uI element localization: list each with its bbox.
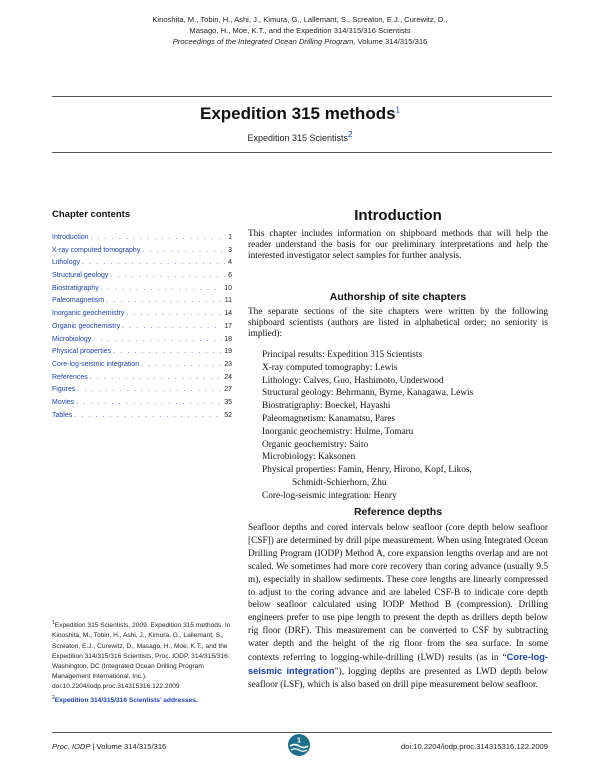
authorship-line: Lithology: Calves, Guo, Hashimoto, Underwood <box>262 375 444 386</box>
contents-item-label[interactable]: Lithology <box>52 259 81 267</box>
footer-citation: Proc. IODP | Volume 314/315/316 <box>52 742 167 751</box>
authorship-list <box>262 349 548 503</box>
reference-depths-text: Seafloor depths and cored intervals below seafloor (core depth below seafloor [CSF]) are determined by drill pipe measurement. When using Integrated Ocean Drilling Program (IODP) Method A, core expansion lengths overlap and are not scaled. We sometimes had more core recovery than coring advance (usually 9.5 m), especially in shallow sediments. These core lengths are linearly compressed to adjust to the coring advance and are labeled CSF-B to indicate core depth below seafloor calculated using IODP Method B (compression). Drilling engineers prefer to use pipe length to present the depth as drillers depth below rig floor (DRF). This measurement can be converted to CSF by subtracting water depth and the height of the rig floor from the sea surface. In some contexts referring to logging-while-drilling (LWD) results (as in “Core-log-seismic integration”), logging depths are presented as LWD depth below seafloor (LSF), which is also based on drill pipe measurement below seafloor. <box>248 523 548 690</box>
contents-item-leader <box>91 232 227 245</box>
contents-item-page: 10 <box>224 284 232 292</box>
contents-item[interactable] <box>52 372 232 385</box>
contents-item-leader <box>90 372 222 385</box>
title-rule-top <box>52 96 552 97</box>
contents-item-leader <box>110 270 226 283</box>
contents-item[interactable] <box>52 308 232 321</box>
contents-item-page: 52 <box>224 411 232 419</box>
contents-item[interactable] <box>52 384 232 397</box>
contents-item-label[interactable]: Physical properties <box>52 348 112 356</box>
contents-item-label[interactable]: Paleomagnetism <box>52 297 105 305</box>
contents-item-label[interactable]: Core-log-seismic integration <box>52 360 140 368</box>
authorship-line: X-ray computed tomography: Lewis <box>262 362 398 373</box>
contents-item-page: 24 <box>224 373 232 381</box>
title-rule-bottom <box>52 152 552 153</box>
header-journal: Proceedings of the Integrated Ocean Drilling Program, Volume 314/315/316 <box>172 37 428 46</box>
authorship-heading: Authorship of site chapters <box>329 291 467 303</box>
authorship-line: Inorganic geochemistry: Hulme, Tomaru <box>262 426 414 437</box>
contents-item-leader <box>77 384 222 397</box>
authorship-line: Organic geochemistry: Saito <box>262 439 369 450</box>
contents-item-label[interactable]: Inorganic geochemistry <box>52 310 125 318</box>
contents-item-page: 17 <box>224 322 232 330</box>
contents-item-page: 19 <box>224 348 232 356</box>
contents-list <box>52 232 232 422</box>
contents-item-page: 1 <box>228 234 232 241</box>
contents-item-label[interactable]: Movies <box>52 398 75 406</box>
header-authors-line2: Masago, H., Moe, K.T., and the Expedition 314/315/316 Scientists <box>189 26 411 35</box>
contents-item[interactable] <box>52 245 232 258</box>
authorship-line: Microbiology: Kaksonen <box>262 452 356 463</box>
contents-item[interactable] <box>52 334 232 347</box>
footer-page-number: 1 <box>296 735 302 745</box>
footer-doi[interactable]: doi:10.2204/iodp.proc.314315316.122.2009 <box>401 742 548 751</box>
contents-item-page: 3 <box>228 246 232 254</box>
page-title: Expedition 315 methods$^1$ <box>200 104 400 123</box>
contents-item-leader <box>142 245 226 258</box>
contents-item-leader <box>122 321 222 334</box>
contents-item-page: 35 <box>224 398 232 406</box>
contents-item[interactable] <box>52 283 232 296</box>
contents-item-label[interactable]: References <box>52 373 88 381</box>
contents-item[interactable] <box>52 270 232 283</box>
contents-item-leader <box>101 283 223 296</box>
contents-item-leader <box>126 308 222 321</box>
contents-item[interactable] <box>52 359 232 372</box>
contents-item[interactable] <box>52 397 232 410</box>
reference-depths-heading: Reference depths <box>353 506 443 518</box>
contents-item[interactable] <box>52 295 232 308</box>
page-subtitle: Expedition 315 Scientists$^2$ <box>247 130 353 143</box>
title-footnote-mark[interactable]: 1 <box>395 105 400 115</box>
contents-item-label[interactable]: Structural geology <box>52 272 109 280</box>
subtitle-footnote-mark[interactable]: 2 <box>348 130 353 139</box>
iodp-logo-icon <box>287 733 311 757</box>
authorship-line: Paleomagnetism: Kanamatsu, Pares <box>262 413 395 424</box>
running-header <box>0 14 600 47</box>
contents-item-leader <box>141 359 222 372</box>
authorship-line: Core-log-seismic integration: Henry <box>262 490 397 501</box>
contents-item-page: 4 <box>228 259 232 267</box>
core-log-seismic-link[interactable]: Core-log-seismic integration <box>248 652 548 676</box>
contents-item-label[interactable]: Microbiology <box>52 335 92 343</box>
contents-item-label[interactable]: X-ray computed tomography <box>52 246 141 254</box>
contents-item-page: 14 <box>224 310 232 318</box>
contents-item-page: 23 <box>224 360 232 368</box>
contents-item-page: 11 <box>224 297 232 305</box>
contents-item[interactable] <box>52 257 232 270</box>
authorship-line: Principal results: Expedition 315 Scientists <box>262 350 423 360</box>
contents-item-leader <box>93 334 222 347</box>
contents-item-page: 27 <box>224 386 232 394</box>
footnote-citation: $^1$Expedition 315 Scientists, 2009. Expedition 315 methods. In Kinoshita, M., Tobin, H., Ashi, J., Kimura, G., Lallemant, S., Screaton, E.J., Curewitz, D., Masago, H., Moe, K.T., and the Expedition 314/315/316 Scientists, Proc. IODP, 314/315/316: Washington, DC (Integrated Ocean Drilling Program Management International, Inc.). doi:10.2204/iodp.proc.314315316.122.2009 <box>52 620 231 691</box>
contents-item-label[interactable]: Tables <box>52 411 73 419</box>
contents-item-leader <box>106 295 223 308</box>
authorship-line: Biostratigraphy: Boeckel, Hayashi <box>262 401 391 412</box>
contents-heading: Chapter contents <box>52 209 131 220</box>
contents-item-leader <box>74 410 222 423</box>
authorship-text: The separate sections of the site chapters were written by the following shipboard scientists (authors are listed in alphabetical order; no seniority is implied): <box>248 307 548 339</box>
contents-item-label[interactable]: Figures <box>52 386 76 394</box>
contents-item[interactable] <box>52 321 232 334</box>
contents-item[interactable] <box>52 410 232 423</box>
footnote <box>52 618 234 706</box>
contents-item-label[interactable]: Organic geochemistry <box>52 322 121 330</box>
footnote-addresses: $^2$Expedition 314/315/316 Scientists’ addresses. <box>52 694 198 704</box>
contents-item-label[interactable]: Introduction <box>52 234 89 241</box>
introduction-text: This chapter includes information on shipboard methods that will help the reader understand the basis for our preliminary interpretations and help the interested investigator select samples for further analysis. <box>248 229 548 261</box>
contents-item[interactable] <box>52 232 232 245</box>
contents-item-label[interactable]: Biostratigraphy <box>52 284 99 292</box>
authorship-line: Schmidt-Schierhorn, Zhu <box>292 477 387 488</box>
contents-item-leader <box>82 257 226 270</box>
contents-item[interactable] <box>52 346 232 359</box>
authorship-line: Structural geology: Behrmann, Byrne, Kanagawa, Lewis <box>262 388 474 399</box>
introduction-heading: Introduction <box>354 207 442 224</box>
addresses-link[interactable]: Expedition 314/315/316 Scientists’ addresses. <box>54 696 198 704</box>
authorship-line: Physical properties: Famin, Henry, Hirono, Kopf, Likos, <box>262 465 472 476</box>
contents-item-page: 6 <box>228 272 232 280</box>
contents-item-leader <box>113 346 222 359</box>
header-authors-line1: Kinoshita, M., Tobin, H., Ashi, J., Kimura, G., Lallemant, S., Screaton, E.J., Curewitz, D., <box>152 15 448 24</box>
contents-item-page: 18 <box>224 335 232 343</box>
contents-item-leader <box>76 397 222 410</box>
